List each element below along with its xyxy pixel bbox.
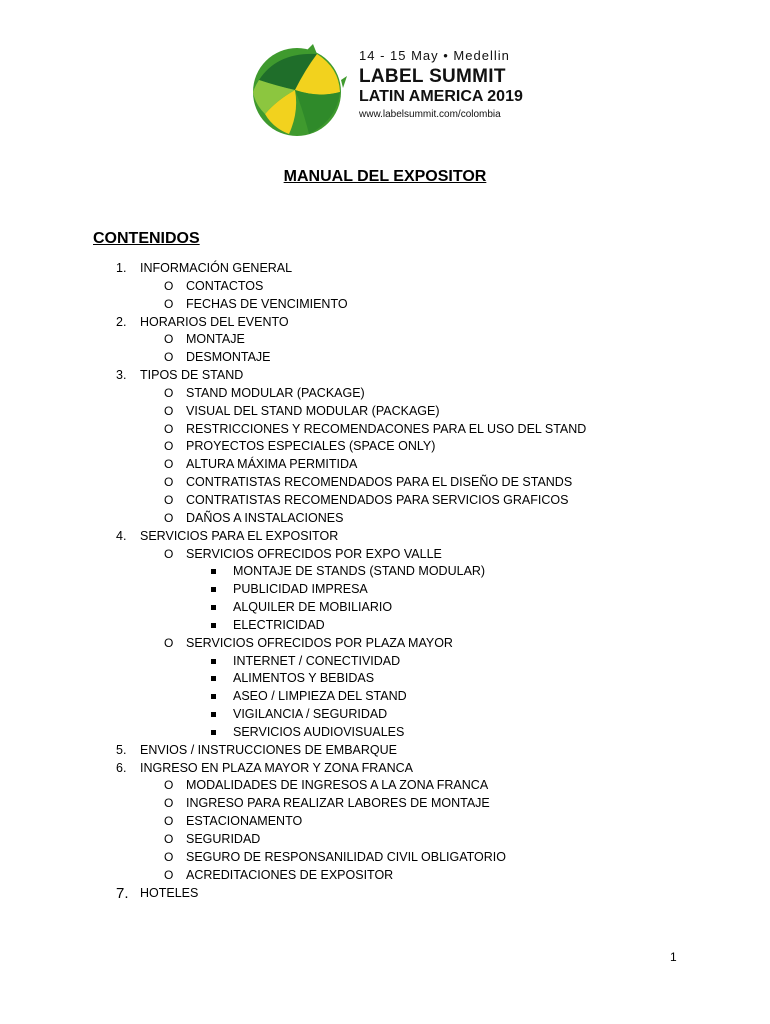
logo-region: LATIN AMERICA 2019 (359, 88, 523, 105)
item-label: FECHAS DE VENCIMIENTO (186, 296, 348, 311)
circle-bullet-icon: O (164, 278, 174, 293)
item-label: CONTRATISTAS RECOMENDADOS PARA EL DISEÑO DE STANDS (186, 475, 573, 490)
subitem-label: INTERNET / CONECTIVIDAD (233, 653, 401, 668)
toc-subitem (0, 706, 770, 724)
square-bullet-icon (211, 605, 216, 610)
globe-logo-icon (247, 40, 351, 140)
circle-bullet-icon: O (164, 492, 174, 507)
page-number: 1 (670, 950, 677, 964)
toc-section (0, 314, 770, 332)
section-label: INFORMACIÓN GENERAL (140, 261, 293, 275)
item-label: DAÑOS A INSTALACIONES (186, 510, 344, 525)
subitem-label: VIGILANCIA / SEGURIDAD (233, 707, 388, 722)
section-label: HORARIOS DEL EVENTO (140, 314, 289, 329)
item-label: CONTRATISTAS RECOMENDADOS PARA SERVICIOS GRAFICOS (186, 492, 569, 507)
toc-subitem (0, 563, 770, 581)
circle-bullet-icon: O (164, 867, 174, 882)
circle-bullet-icon: O (164, 778, 174, 793)
toc-item (0, 546, 770, 564)
item-label: PROYECTOS ESPECIALES (SPACE ONLY) (186, 439, 436, 454)
circle-bullet-icon: O (164, 332, 174, 347)
toc-item (0, 385, 770, 403)
section-number: 7. (116, 884, 129, 902)
item-label: CONTACTOS (186, 278, 264, 293)
table-of-contents (0, 260, 770, 902)
toc-item (0, 492, 770, 510)
item-label: ACREDITACIONES DE EXPOSITOR (186, 867, 394, 882)
section-label: TIPOS DE STAND (140, 368, 244, 383)
section-number: 5. (116, 742, 127, 757)
contents-heading: CONTENIDOS (93, 230, 200, 247)
square-bullet-icon (211, 676, 216, 681)
circle-bullet-icon: O (164, 814, 174, 829)
item-label: DESMONTAJE (186, 350, 271, 365)
toc-item (0, 813, 770, 831)
toc-item (0, 831, 770, 849)
circle-bullet-icon: O (164, 832, 174, 846)
section-number: 4. (116, 528, 127, 543)
square-bullet-icon (211, 569, 216, 574)
section-label: ENVIOS / INSTRUCCIONES DE EMBARQUE (140, 742, 397, 757)
toc-item (0, 349, 770, 367)
toc-item (0, 403, 770, 421)
circle-bullet-icon: O (164, 546, 174, 561)
section-label: HOTELES (140, 885, 199, 900)
circle-bullet-icon: O (164, 385, 174, 400)
toc-subitem (0, 670, 770, 688)
square-bullet-icon (211, 659, 216, 664)
square-bullet-icon (211, 587, 216, 592)
item-label: SERVICIOS OFRECIDOS POR EXPO VALLE (186, 546, 442, 561)
section-label: INGRESO EN PLAZA MAYOR Y ZONA FRANCA (140, 760, 413, 775)
item-label: ALTURA MÁXIMA PERMITIDA (186, 457, 358, 472)
section-number: 1. (116, 261, 127, 275)
toc-item (0, 296, 770, 314)
square-bullet-icon (211, 623, 216, 628)
toc-item (0, 777, 770, 795)
section-label: SERVICIOS PARA EL EXPOSITOR (140, 528, 339, 543)
subitem-label: ASEO / LIMPIEZA DEL STAND (233, 689, 407, 704)
item-label: SEGURIDAD (186, 832, 261, 846)
toc-item (0, 795, 770, 813)
circle-bullet-icon: O (164, 635, 174, 650)
item-label: SERVICIOS OFRECIDOS POR PLAZA MAYOR (186, 635, 453, 650)
item-label: RESTRICCIONES Y RECOMENDACONES PARA EL USO DEL STAND (186, 421, 587, 436)
toc-subitem (0, 724, 770, 742)
toc-item (0, 438, 770, 456)
toc-item (0, 849, 770, 867)
toc-subitem (0, 653, 770, 671)
item-label: MODALIDADES DE INGRESOS A LA ZONA FRANCA (186, 778, 489, 793)
circle-bullet-icon: O (164, 796, 174, 811)
square-bullet-icon (211, 712, 216, 717)
item-label: SEGURO DE RESPONSANILIDAD CIVIL OBLIGATORIO (186, 849, 506, 864)
toc-item (0, 331, 770, 349)
subitem-label: ALIMENTOS Y BEBIDAS (233, 671, 375, 686)
toc-subitem (0, 617, 770, 635)
circle-bullet-icon: O (164, 403, 174, 418)
toc-item (0, 456, 770, 474)
item-label: MONTAJE (186, 332, 245, 347)
square-bullet-icon (211, 730, 216, 735)
circle-bullet-icon: O (164, 296, 174, 311)
toc-section (0, 760, 770, 778)
circle-bullet-icon: O (164, 457, 174, 472)
section-number: 2. (116, 314, 127, 329)
circle-bullet-icon: O (164, 510, 174, 525)
circle-bullet-icon: O (164, 350, 174, 365)
logo-name: LABEL SUMMIT (359, 66, 506, 87)
item-label: STAND MODULAR (PACKAGE) (186, 385, 365, 400)
logo-date: 14 - 15 May • Medellin (359, 48, 510, 63)
toc-section (0, 367, 770, 385)
label-summit-logo (247, 40, 547, 140)
toc-item (0, 278, 770, 296)
item-label: INGRESO PARA REALIZAR LABORES DE MONTAJE (186, 796, 490, 811)
section-number: 6. (116, 760, 127, 775)
subitem-label: ALQUILER DE MOBILIARIO (233, 600, 393, 615)
toc-item (0, 421, 770, 439)
item-label: ESTACIONAMENTO (186, 814, 303, 829)
logo-url: www.labelsummit.com/colombia (359, 109, 501, 120)
toc-item (0, 510, 770, 528)
toc-subitem (0, 688, 770, 706)
subitem-label: ELECTRICIDAD (233, 617, 325, 632)
toc-section (0, 742, 770, 760)
item-label: VISUAL DEL STAND MODULAR (PACKAGE) (186, 403, 440, 418)
toc-subitem (0, 599, 770, 617)
circle-bullet-icon: O (164, 439, 174, 454)
toc-item (0, 867, 770, 885)
square-bullet-icon (211, 694, 216, 699)
toc-section (0, 528, 770, 546)
toc-subitem (0, 581, 770, 599)
toc-item (0, 474, 770, 492)
toc-section (0, 260, 770, 278)
subitem-label: MONTAJE DE STANDS (STAND MODULAR) (233, 564, 486, 579)
subitem-label: SERVICIOS AUDIOVISUALES (233, 724, 405, 739)
subitem-label: PUBLICIDAD IMPRESA (233, 582, 368, 597)
document-title: MANUAL DEL EXPOSITOR (283, 168, 487, 185)
circle-bullet-icon: O (164, 475, 174, 490)
toc-section (0, 885, 770, 903)
circle-bullet-icon: O (164, 421, 174, 436)
section-number: 3. (116, 368, 127, 383)
circle-bullet-icon: O (164, 849, 174, 864)
toc-item (0, 635, 770, 653)
